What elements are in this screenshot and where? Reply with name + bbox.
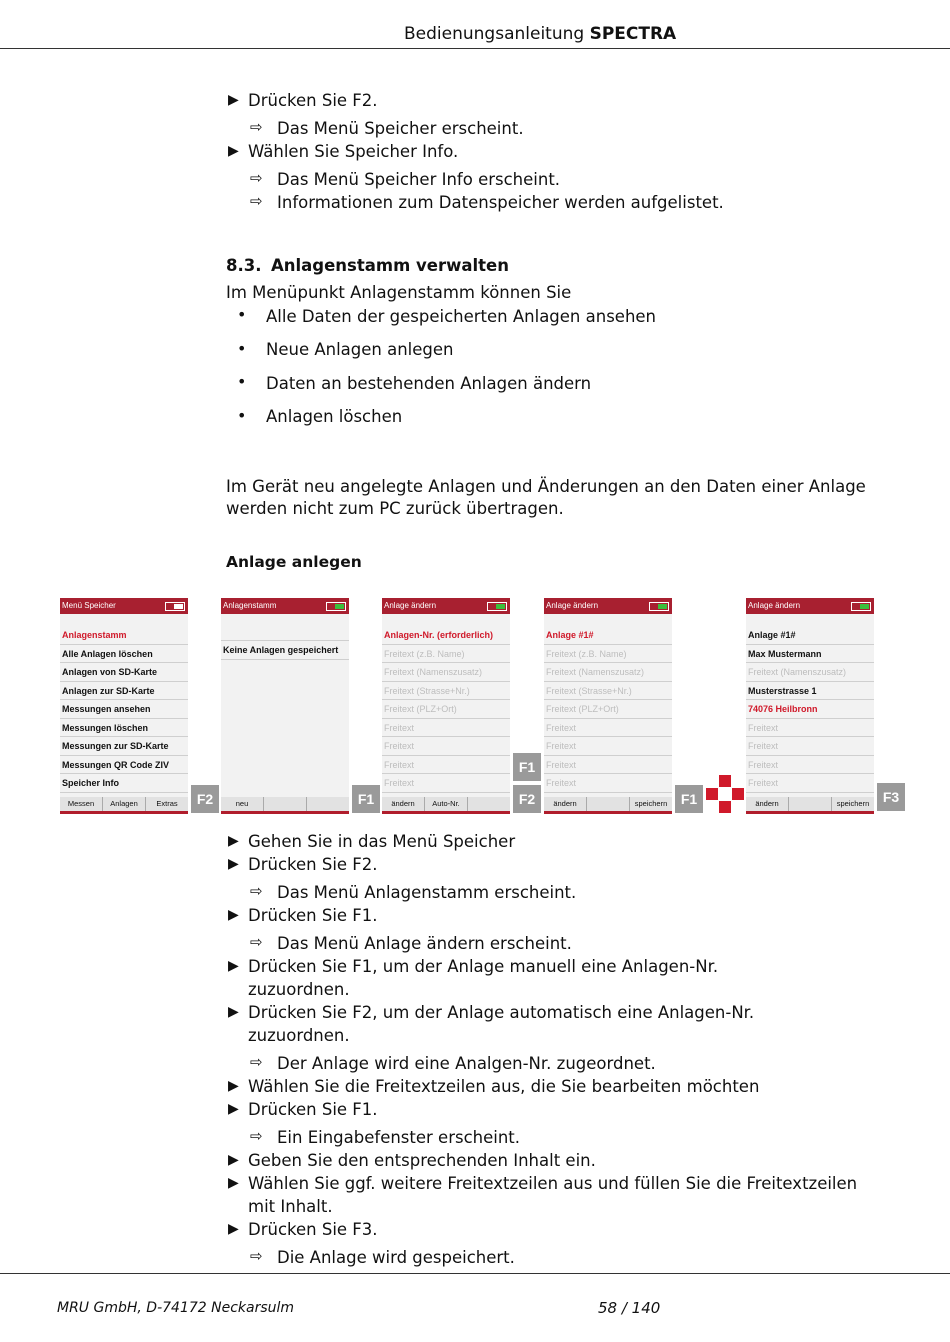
device-screen-menu-speicher [60, 598, 188, 814]
step-text: Drücken Sie F2. [248, 91, 378, 110]
step-text: Drücken Sie F2. [248, 855, 378, 874]
page-header [0, 0, 950, 49]
field-row[interactable]: Freitext [746, 737, 874, 756]
field-row[interactable]: Freitext [382, 737, 510, 756]
softkey-bar [221, 797, 349, 811]
step-arrow-icon: ▶ [228, 1152, 239, 1168]
step-arrow-icon: ▶ [228, 958, 239, 974]
result-arrow-icon: ⇨ [250, 1247, 263, 1265]
f1-key-icon: F1 [513, 753, 541, 781]
result-text: Der Anlage wird eine Analgen-Nr. zugeordnet. [277, 1054, 656, 1073]
softkey-bar [60, 797, 188, 811]
dpad-right-icon [732, 788, 744, 800]
result-arrow-icon: ⇨ [250, 933, 263, 951]
result-text: Das Menü Anlage ändern erscheint. [277, 934, 572, 953]
field-row[interactable]: Freitext [544, 774, 672, 793]
step-text: zuzuordnen. [248, 980, 350, 999]
softkey-label[interactable]: ändern [553, 799, 577, 808]
device-screen-anlagenstamm [221, 598, 349, 814]
bullet-text: Daten an bestehenden Anlagen ändern [266, 374, 592, 393]
device-screen-anlage-aendern [382, 598, 510, 814]
softkey-bar [746, 797, 874, 811]
softkey-label[interactable]: neu [235, 799, 249, 808]
step-text: Geben Sie den entsprechenden Inhalt ein. [248, 1151, 596, 1170]
field-row[interactable]: Freitext (Strasse+Nr.) [382, 682, 510, 701]
battery-icon [487, 602, 507, 611]
bullet-icon: • [237, 372, 247, 391]
result-text: Das Menü Anlagenstamm erscheint. [277, 883, 577, 902]
step-text: Wählen Sie die Freitextzeilen aus, die Sie bearbeiten möchten [248, 1077, 760, 1096]
result-arrow-icon: ⇨ [250, 192, 263, 210]
field-row[interactable]: Freitext [544, 719, 672, 738]
softkey-label[interactable]: ändern [755, 799, 779, 808]
softkey-label[interactable]: speichern [629, 797, 672, 811]
result-text: Die Anlage wird gespeichert. [277, 1248, 515, 1267]
step-text: Drücken Sie F1, um der Anlage manuell eine Anlagen-Nr. [248, 957, 719, 976]
step-text: Drücken Sie F3. [248, 1220, 378, 1239]
step-arrow-icon: ▶ [228, 856, 239, 872]
softkey-bar [382, 797, 510, 811]
menu-item[interactable]: Messungen zur SD-Karte [60, 737, 188, 756]
step-text: Wählen Sie ggf. weitere Freitextzeilen aus und füllen Sie die Freitextzeilen [248, 1174, 858, 1193]
footer-company: MRU GmbH, D-74172 Neckarsulm [57, 1300, 295, 1316]
softkey-label[interactable]: Messen [67, 799, 95, 808]
field-row[interactable]: Freitext (PLZ+Ort) [544, 700, 672, 719]
field-row[interactable]: Freitext [746, 756, 874, 775]
result-text: Ein Eingabefenster erscheint. [277, 1128, 521, 1147]
bullet-icon: • [237, 339, 247, 358]
field-row[interactable]: Freitext (Namenszusatz) [382, 663, 510, 682]
step-text: Drücken Sie F1. [248, 906, 378, 925]
field-row[interactable]: Freitext [382, 719, 510, 738]
menu-item[interactable]: Speicher Info [60, 774, 188, 793]
menu-item[interactable]: Anlagen zur SD-Karte [60, 682, 188, 701]
subheading: Anlage anlegen [226, 553, 362, 571]
dpad-down-icon [719, 801, 731, 813]
result-text: Informationen zum Datenspeicher werden aufgelistet. [277, 193, 724, 212]
battery-icon [851, 602, 871, 611]
step-arrow-icon: ▶ [228, 1004, 239, 1020]
field-row[interactable]: Musterstrasse 1 [746, 682, 874, 701]
step-text: Gehen Sie in das Menü Speicher [248, 832, 516, 851]
field-row[interactable]: Freitext (PLZ+Ort) [382, 700, 510, 719]
step-arrow-icon: ▶ [228, 92, 239, 108]
result-arrow-icon: ⇨ [250, 169, 263, 187]
field-row[interactable]: Freitext (z.B. Name) [382, 645, 510, 664]
step-text: Drücken Sie F1. [248, 1100, 378, 1119]
battery-icon [165, 602, 185, 611]
bullet-text: Neue Anlagen anlegen [266, 340, 454, 359]
dpad-up-icon [719, 775, 731, 787]
softkey-label[interactable] [306, 797, 349, 811]
field-row[interactable]: Freitext [544, 737, 672, 756]
step-text: zuzuordnen. [248, 1026, 350, 1045]
field-row[interactable]: 74076 Heilbronn [746, 700, 874, 719]
f3-key-icon: F3 [877, 783, 905, 811]
menu-item[interactable]: Anlagen von SD-Karte [60, 663, 188, 682]
bullet-text: Alle Daten der gespeicherten Anlagen ansehen [266, 307, 657, 326]
field-row[interactable]: Max Mustermann [746, 645, 874, 664]
menu-item[interactable]: Messungen ansehen [60, 700, 188, 719]
dpad-icon [706, 775, 744, 813]
dpad-left-icon [706, 788, 718, 800]
field-row[interactable]: Anlage #1# [746, 626, 874, 645]
softkey-label[interactable] [263, 797, 306, 811]
step-text: mit Inhalt. [248, 1197, 333, 1216]
softkey-label[interactable]: Extras [145, 797, 188, 811]
field-row[interactable]: Freitext (Namenszusatz) [544, 663, 672, 682]
menu-item[interactable]: Messungen löschen [60, 719, 188, 738]
page-number: 58 / 140 [598, 1299, 661, 1317]
softkey-label[interactable]: Anlagen [102, 797, 145, 811]
field-row[interactable]: Freitext [544, 756, 672, 775]
step-arrow-icon: ▶ [228, 1175, 239, 1191]
softkey-label[interactable] [586, 797, 629, 811]
list-item: Keine Anlagen gespeichert [221, 641, 349, 660]
device-screen-anlage-aendern-filled [746, 598, 874, 814]
battery-icon [649, 602, 669, 611]
softkey-label[interactable]: Auto-Nr. [424, 797, 467, 811]
f1-key-icon: F1 [352, 785, 380, 813]
section-number: 8.3. [226, 256, 262, 275]
softkey-label[interactable] [467, 797, 510, 811]
field-row[interactable]: Freitext (Namenszusatz) [746, 663, 874, 682]
result-arrow-icon: ⇨ [250, 118, 263, 136]
field-row[interactable]: Anlage #1# [544, 626, 672, 645]
result-arrow-icon: ⇨ [250, 1053, 263, 1071]
softkey-label[interactable] [788, 797, 831, 811]
bullet-icon: • [237, 406, 247, 425]
note-line: Im Gerät neu angelegte Anlagen und Änderungen an den Daten einer Anlage [226, 477, 866, 496]
section-title: Anlagenstamm verwalten [271, 256, 509, 275]
menu-item[interactable]: Messungen QR Code ZIV [60, 756, 188, 775]
screen-titlebar: Anlagenstamm [221, 598, 349, 614]
result-text: Das Menü Speicher erscheint. [277, 119, 524, 138]
field-row[interactable]: Anlagen-Nr. (erforderlich) [382, 626, 510, 645]
step-arrow-icon: ▶ [228, 143, 239, 159]
result-text: Das Menü Speicher Info erscheint. [277, 170, 561, 189]
field-row[interactable]: Freitext (Strasse+Nr.) [544, 682, 672, 701]
step-arrow-icon: ▶ [228, 833, 239, 849]
step-arrow-icon: ▶ [228, 907, 239, 923]
menu-item[interactable]: Anlagenstamm [60, 626, 188, 645]
bullet-text: Anlagen löschen [266, 407, 403, 426]
f2-key-icon: F2 [513, 785, 541, 813]
softkey-bar [544, 797, 672, 811]
f2-key-icon: F2 [191, 785, 219, 813]
screen-titlebar: Anlage ändern [746, 598, 874, 614]
step-arrow-icon: ▶ [228, 1101, 239, 1117]
field-row[interactable]: Freitext [746, 719, 874, 738]
battery-icon [326, 602, 346, 611]
bullet-icon: • [237, 305, 247, 324]
device-screen-anlage-aendern-2 [544, 598, 672, 814]
softkey-label[interactable]: speichern [831, 797, 874, 811]
menu-item[interactable]: Alle Anlagen löschen [60, 645, 188, 664]
field-row[interactable]: Freitext [746, 774, 874, 793]
field-row[interactable]: Freitext [382, 756, 510, 775]
screen-titlebar: Anlage ändern [544, 598, 672, 614]
step-text: Wählen Sie Speicher Info. [248, 142, 459, 161]
screen-titlebar: Anlage ändern [382, 598, 510, 614]
section-intro: Im Menüpunkt Anlagenstamm können Sie [226, 283, 572, 302]
footer-divider [0, 1273, 950, 1274]
step-arrow-icon: ▶ [228, 1221, 239, 1237]
step-arrow-icon: ▶ [228, 1078, 239, 1094]
f1-key-icon: F1 [675, 785, 703, 813]
note-line: werden nicht zum PC zurück übertragen. [226, 499, 564, 518]
header-title: Bedienungsanleitung SPECTRA [404, 24, 677, 44]
result-arrow-icon: ⇨ [250, 882, 263, 900]
screen-titlebar: Menü Speicher [60, 598, 188, 614]
field-row[interactable]: Freitext [382, 774, 510, 793]
softkey-label[interactable]: ändern [391, 799, 415, 808]
result-arrow-icon: ⇨ [250, 1127, 263, 1145]
step-text: Drücken Sie F2, um der Anlage automatisch eine Anlagen-Nr. [248, 1003, 755, 1022]
field-row[interactable]: Freitext (z.B. Name) [544, 645, 672, 664]
